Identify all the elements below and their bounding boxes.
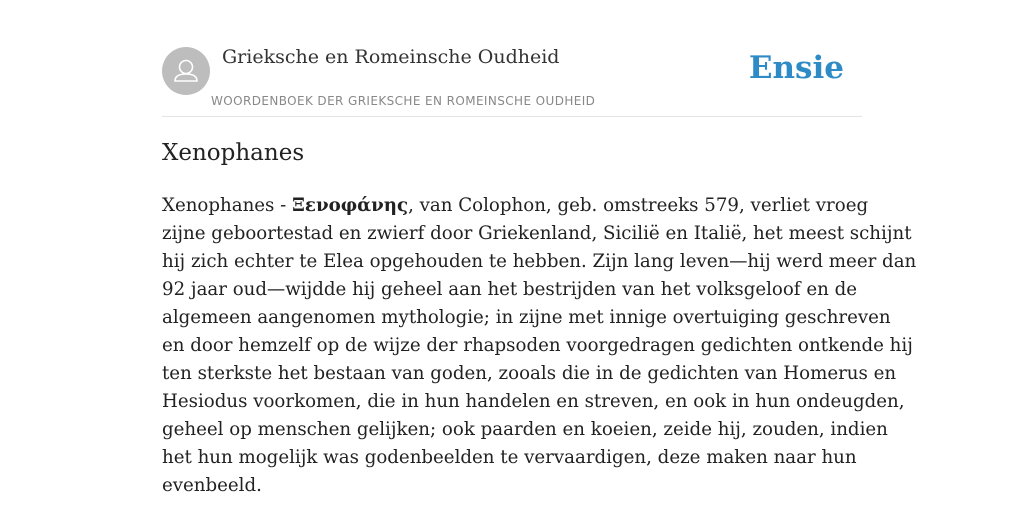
entry-title: Xenophanes <box>162 140 305 166</box>
definition-line: geheel op menschen gelijken; ook paarden en koeien, zeide hij, zouden, indien <box>162 419 888 440</box>
definition-line: hij zich echter te Elea opgehouden te hebben. Zijn lang leven—hij werd meer dan <box>162 251 917 272</box>
dictionary-subtitle: WOORDENBOEK DER GRIEKSCHE EN ROMEINSCHE OUDHEID <box>211 94 596 108</box>
definition-line: het hun mogelijk was godenbeelden te vervaardigen, deze maken naar hun <box>162 447 857 468</box>
definition-line: Hesiodus voorkomen, die in hun handelen en streven, en ook in hun ondeugden, <box>162 391 905 412</box>
entry-definition <box>162 192 917 500</box>
definition-line: evenbeeld. <box>162 475 262 496</box>
definition-text: , van Colophon, geb. omstreeks 579, verliet vroeg <box>408 195 869 216</box>
dictionary-header <box>162 44 862 117</box>
entry-lead-word: Xenophanes - <box>162 195 293 216</box>
definition-line: zijne geboortestad en zwierf door Griekenland, Sicilië en Italië, het meest schijnt <box>162 223 912 244</box>
definition-line: ten sterkste het bestaan van goden, zooals die in de gedichten van Homerus en <box>162 363 897 384</box>
definition-line: en door hemzelf op de wijze der rhapsoden voorgedragen gedichten ontkende hij <box>162 335 913 356</box>
definition-line: 92 jaar oud—wijdde hij geheel aan het bestrijden van het volksgeloof en de <box>162 279 857 300</box>
definition-line: algemeen aangenomen mythologie; in zijne met innige overtuiging geschreven <box>162 307 891 328</box>
greek-term: Ξενοφάνης <box>292 195 409 216</box>
dictionary-title[interactable]: Grieksche en Romeinsche Oudheid <box>222 46 560 68</box>
definition-line <box>162 192 882 220</box>
user-avatar-icon[interactable] <box>162 47 210 95</box>
ensie-logo[interactable]: Ensie <box>748 50 844 86</box>
